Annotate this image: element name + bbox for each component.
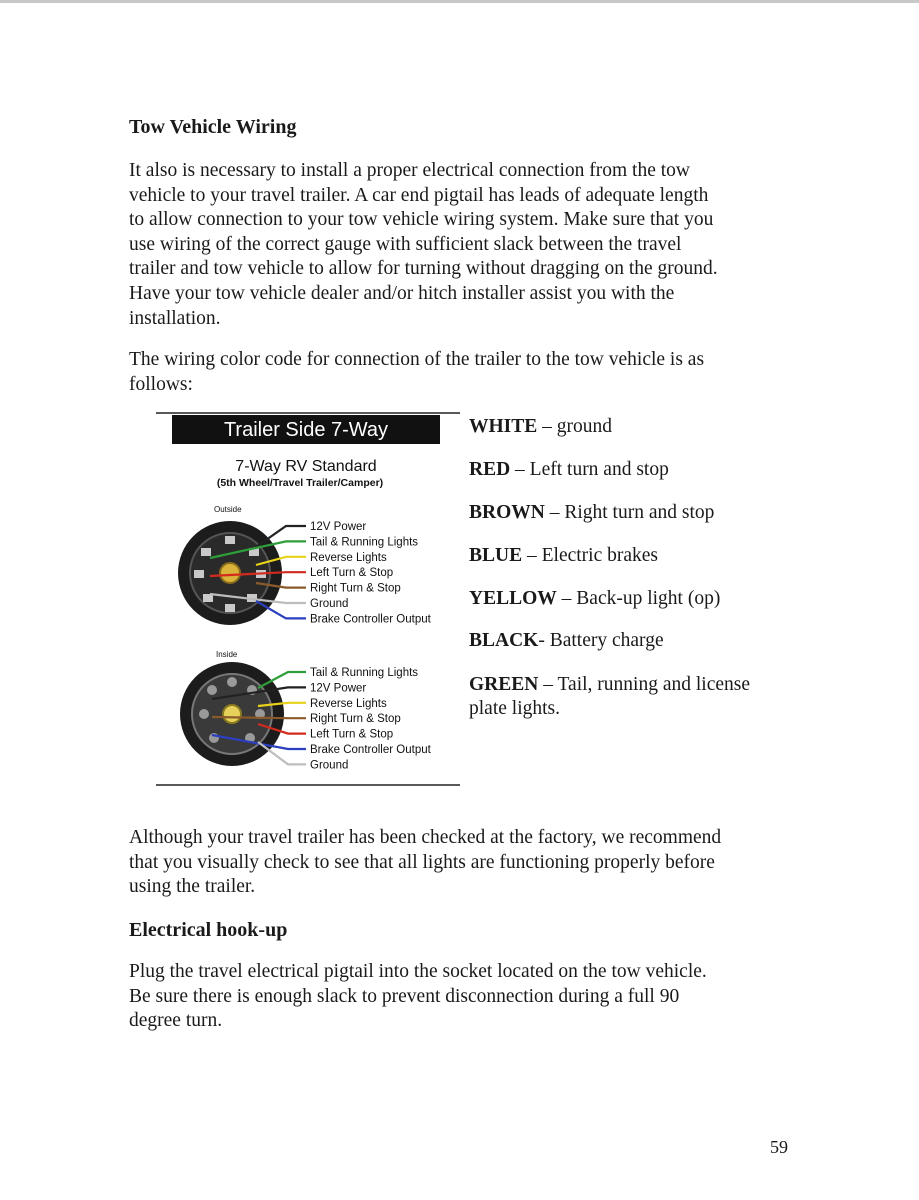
paragraph-line: trailer and tow vehicle to allow for turning without dragging on the ground. — [129, 258, 718, 280]
color-description: - Battery charge — [538, 630, 664, 651]
color-name: BLACK — [469, 630, 539, 651]
wire-label: 12V Power — [310, 682, 367, 695]
paragraph-line: that you visually check to see that all lights are functioning properly before — [129, 851, 715, 873]
color-name: GREEN — [469, 674, 539, 695]
color-name: RED — [469, 459, 511, 480]
color-code-intro-paragraph — [129, 348, 789, 397]
wire-label: Reverse Lights — [310, 697, 387, 710]
paragraph-line: to allow connection to your tow vehicle wiring system. Make sure that you — [129, 209, 714, 231]
color-description: – Left turn and stop — [510, 459, 669, 480]
trailer-7-way-wiring-diagram — [156, 410, 460, 788]
paragraph-line: use wiring of the correct gauge with sufficient slack between the travel — [129, 233, 682, 255]
color-name: BLUE — [469, 545, 523, 566]
color-code-item-black — [469, 629, 799, 653]
color-code-item-blue — [469, 544, 799, 568]
outside-view-label: Outside — [214, 505, 242, 514]
paragraph-line: Plug the travel electrical pigtail into the socket located on the tow vehicle. — [129, 961, 707, 982]
paragraph-line: Be sure there is enough slack to prevent disconnection during a full 90 — [129, 985, 680, 1007]
color-description: – Right turn and stop — [544, 502, 715, 523]
wire-label: Ground — [310, 598, 349, 610]
check-lights-paragraph — [129, 826, 789, 900]
paragraph-line: The wiring color code for connection of the trailer to the tow vehicle is as — [129, 349, 705, 370]
color-code-item-brown — [469, 501, 799, 525]
color-name: BROWN — [469, 502, 545, 523]
diagram-title: 7-Way RV Standard — [235, 458, 377, 475]
diagram-banner-text: Trailer Side 7-Way — [223, 419, 389, 441]
page-number: 59 — [770, 1137, 788, 1157]
color-code-item-yellow — [469, 587, 799, 611]
wire-label: Left Turn & Stop — [310, 567, 394, 580]
electrical-hookup-paragraph — [129, 960, 789, 1034]
wire-lead — [212, 717, 306, 718]
wire-label: Ground — [310, 759, 349, 772]
paragraph-line: vehicle to your travel trailer. A car end pigtail has leads of adequate length — [129, 184, 709, 206]
color-name: YELLOW — [469, 588, 557, 609]
paragraph-line: Although your travel trailer has been checked at the factory, we recommend — [129, 827, 722, 848]
inside-view-label: Inside — [216, 650, 238, 659]
color-name: WHITE — [469, 416, 538, 437]
section-heading-electrical-hookup: Electrical hook-up — [129, 919, 288, 941]
color-code-item-white — [469, 415, 799, 439]
wire-label: Brake Controller Output — [310, 744, 431, 756]
color-description-continued: plate lights. — [469, 698, 560, 719]
wire-label: Tail & Running Lights — [310, 667, 419, 679]
page-top-rule — [0, 0, 919, 3]
paragraph-line: degree turn. — [129, 1010, 223, 1032]
paragraph-line: using the trailer. — [129, 876, 256, 898]
wire-label: 12V Power — [310, 521, 367, 533]
diagram-subtitle: (5th Wheel/Travel Trailer/Camper) — [216, 477, 384, 489]
wire-label: Tail & Running Lights — [310, 536, 419, 549]
color-code-item-red — [469, 458, 799, 482]
color-description: – Tail, running and license — [538, 674, 751, 695]
color-description: – ground — [537, 416, 613, 437]
tow-wiring-paragraph — [129, 159, 789, 331]
wire-label: Brake Controller Output — [310, 613, 431, 626]
paragraph-line: It also is necessary to install a proper electrical connection from the tow — [129, 160, 690, 181]
section-heading-tow-vehicle-wiring: Tow Vehicle Wiring — [129, 116, 297, 138]
wire-label: Right Turn & Stop — [310, 582, 401, 595]
paragraph-line: follows: — [129, 373, 193, 395]
paragraph-line: Have your tow vehicle dealer and/or hitch installer assist you with the — [129, 282, 675, 304]
wire-label: Reverse Lights — [310, 551, 387, 564]
wire-label: Right Turn & Stop — [310, 713, 401, 726]
wire-label: Left Turn & Stop — [310, 728, 394, 741]
color-code-item-green — [469, 673, 799, 721]
paragraph-line: installation. — [129, 307, 221, 329]
color-description: – Electric brakes — [522, 545, 658, 566]
color-description: – Back-up light (op) — [556, 588, 721, 609]
